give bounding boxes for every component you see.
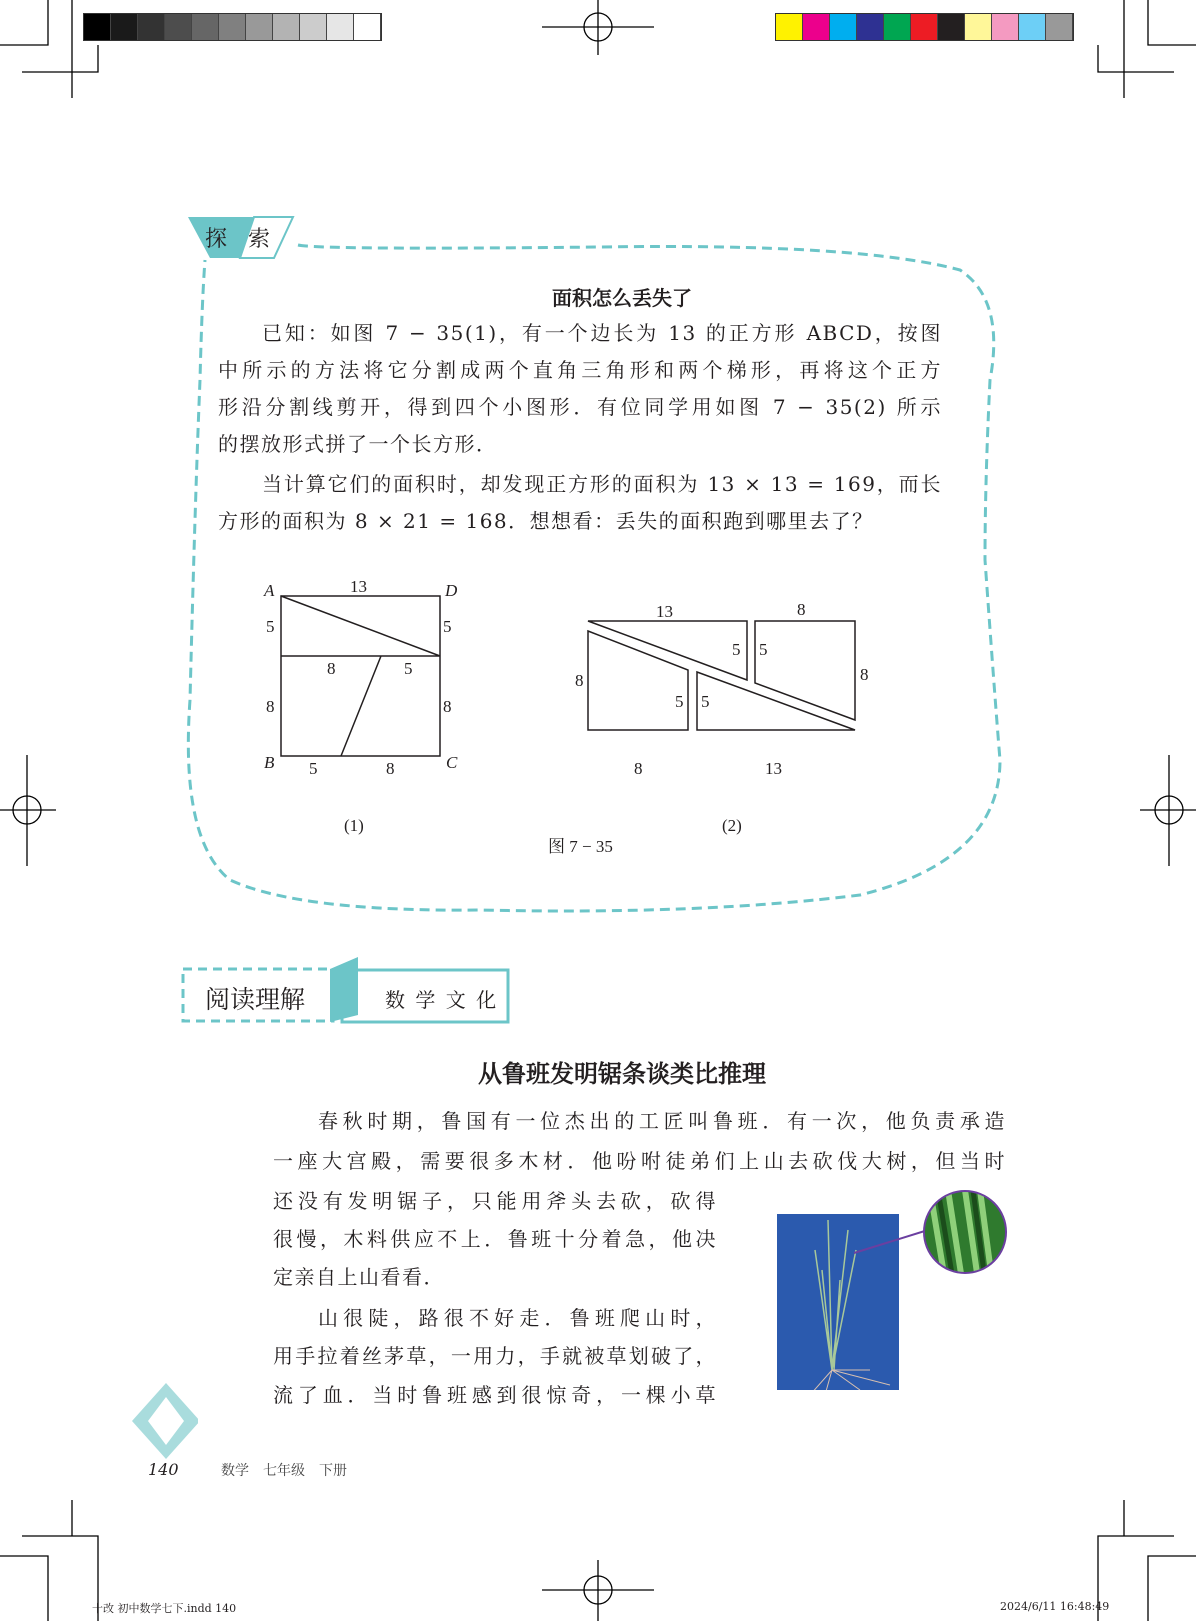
figure-label: 8 (266, 697, 275, 716)
figure-label: 5 (443, 617, 452, 636)
reading-text-line: 用手拉着丝茅草，一用力，手就被草划破了， (273, 1344, 717, 1368)
explore-tag-char-1: 探 (205, 227, 228, 252)
figure-label: 5 (759, 640, 768, 659)
figure-label: 8 (797, 600, 806, 619)
slug-timestamp: 2024/6/11 16:48:49 (1000, 1600, 1110, 1613)
figure-label: 5 (266, 617, 275, 636)
reading-text-line: 还没有发明锯子，只能用斧头去砍，砍得 (273, 1189, 717, 1213)
figure-label: 5 (675, 692, 684, 711)
figure-label: 5 (732, 640, 741, 659)
figure-label: 5 (701, 692, 710, 711)
figure-1-square (281, 596, 440, 756)
page-number: 140 (148, 1460, 179, 1479)
slug-filename: 十改 初中数学七下.indd 140 (92, 1602, 237, 1615)
reading-text-line: 定亲自上山看看． (273, 1265, 445, 1289)
reading-text-line: 流了血．当时鲁班感到很惊奇，一棵小草 (273, 1383, 717, 1407)
reading-title: 从鲁班发明锯条谈类比推理 (478, 1060, 766, 1088)
figure-label: 13 (765, 759, 782, 778)
page-number-diamond (128, 1383, 198, 1459)
explore-text-line: 当计算它们的面积时，却发现正方形的面积为 13 × 13 = 169，而长 (262, 472, 942, 496)
figure-2-rectangle (588, 621, 855, 730)
reading-tag: 阅读理解 (205, 985, 306, 1014)
figure-label: 8 (443, 697, 452, 716)
figure-label: B (264, 753, 275, 772)
figure-label: (2) (722, 816, 742, 835)
figure-label: (1) (344, 816, 364, 835)
figure-label: 5 (404, 659, 413, 678)
reading-text-line: 一座大宫殿，需要很多木材．他吩咐徒弟们上山去砍伐大树，但当时 (273, 1149, 1006, 1173)
figure-label: 13 (350, 577, 367, 596)
reading-text-line: 很慢，木料供应不上．鲁班十分着急，他决 (273, 1227, 717, 1251)
figure-7-35 (0, 560, 1196, 860)
explore-text-line: 方形的面积为 8 × 21 = 168．想想看：丢失的面积跑到哪里去了？ (218, 509, 874, 533)
reading-text-line: 春秋时期，鲁国有一位杰出的工匠叫鲁班．有一次，他负责承造 (318, 1109, 1006, 1133)
figure-caption: 图 7 − 35 (548, 837, 613, 856)
reading-text-line: 山很陡，路很不好走．鲁班爬山时， (318, 1306, 717, 1330)
figure-label: 8 (860, 665, 869, 684)
figure-label: A (264, 581, 275, 600)
explore-tag-char-2: 索 (248, 227, 271, 252)
explore-title: 面积怎么丢失了 (552, 286, 692, 310)
explore-text-line: 的摆放形式拼了一个长方形． (218, 432, 498, 456)
figure-label: 8 (386, 759, 395, 778)
grass-photo (770, 1190, 1030, 1390)
figure-label: 5 (309, 759, 318, 778)
figure-label: C (446, 753, 458, 772)
registration-mark-bottom (542, 1560, 654, 1621)
figure-label: D (445, 581, 458, 600)
reading-subtag: 数 学 文 化 (385, 988, 499, 1012)
figure-label: 13 (656, 602, 673, 621)
book-title: 数学 七年级 下册 (221, 1463, 347, 1479)
figure-label: 8 (575, 671, 584, 690)
explore-text-line: 已知：如图 7 − 35(1)，有一个边长为 13 的正方形 ABCD，按图 (262, 321, 942, 345)
explore-text-line: 中所示的方法将它分割成两个直角三角形和两个梯形，再将这个正方 (218, 358, 942, 382)
explore-text-line: 形沿分割线剪开，得到四个小图形．有位同学用如图 7 − 35(2) 所示 (218, 395, 942, 419)
figure-label: 8 (634, 759, 643, 778)
figure-label: 8 (327, 659, 336, 678)
